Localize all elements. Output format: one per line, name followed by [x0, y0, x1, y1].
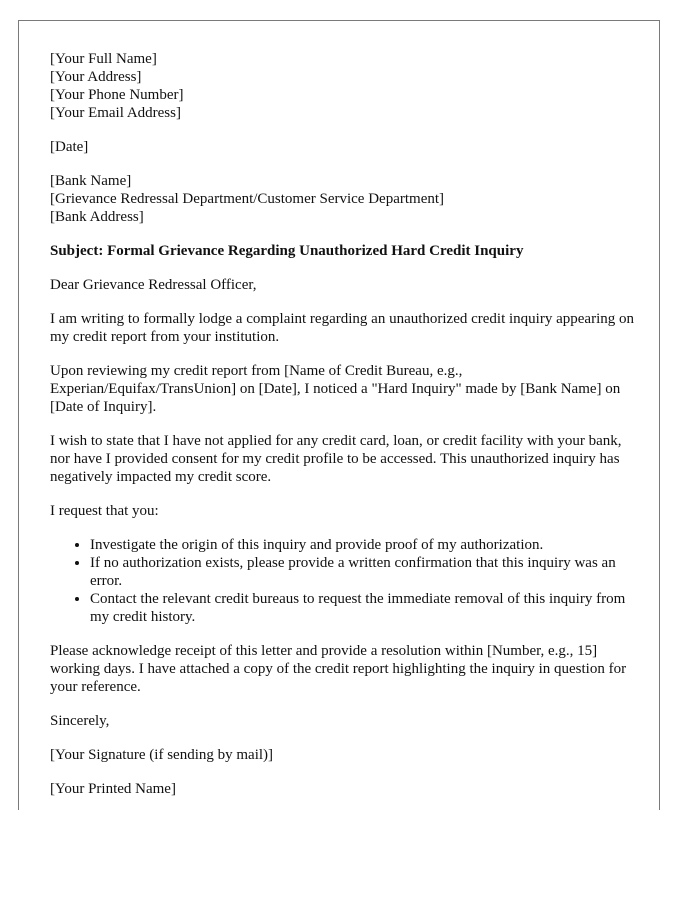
sender-phone: [Your Phone Number] — [50, 87, 184, 103]
subject-line: Subject: Formal Grievance Regarding Unauthorized Hard Credit Inquiry — [50, 243, 524, 259]
body-paragraph-review: Upon reviewing my credit report from [Name of Credit Bureau, e.g., Experian/Equifax/TransUnion] on [Date], I noticed a "Hard Inquiry" made by [Bank Name] on [Date of Inquiry]. — [50, 363, 621, 415]
date-block — [50, 138, 638, 156]
signature-line: [Your Signature (if sending by mail)] — [50, 747, 274, 763]
request-item-confirmation: • If no authorization exists, please provide a written confirmation that this inquiry was an error. — [90, 554, 638, 590]
sender-email: [Your Email Address] — [50, 105, 181, 121]
salutation: Dear Grievance Redressal Officer, — [50, 277, 257, 293]
sender-address: [Your Address] — [50, 69, 142, 85]
sender-name: [Your Full Name] — [50, 51, 157, 67]
body-paragraph-intro: I am writing to formally lodge a complaint regarding an unauthorized credit inquiry appearing on my credit report from your institution. — [50, 311, 634, 345]
request-list — [50, 536, 638, 626]
printed-name: [Your Printed Name] — [50, 781, 176, 797]
request-item-investigate: • Investigate the origin of this inquiry and provide proof of my authorization. — [90, 536, 638, 554]
letter-content — [50, 50, 638, 814]
recipient-bank-name: [Bank Name] — [50, 173, 132, 189]
letter-page — [18, 20, 660, 810]
body-paragraph-statement: I wish to state that I have not applied for any credit card, loan, or credit facility with your bank, nor have I provided consent for my credit profile to be accessed. This unauthorized inquiry has negatively impacted my credit score. — [50, 433, 622, 485]
closing-phrase: Sincerely, — [50, 713, 110, 729]
recipient-block — [50, 172, 638, 226]
sender-block — [50, 50, 638, 122]
letter-date: [Date] — [50, 139, 89, 155]
request-item-removal: • Contact the relevant credit bureaus to request the immediate removal of this inquiry from my credit history. — [90, 590, 638, 626]
closing-paragraph: Please acknowledge receipt of this letter and provide a resolution within [Number, e.g., 15] working days. I have attached a copy of the credit report highlighting the inquiry in question for your reference. — [50, 643, 627, 695]
recipient-address: [Bank Address] — [50, 209, 144, 225]
recipient-department: [Grievance Redressal Department/Customer Service Department] — [50, 191, 445, 207]
body-paragraph-request: I request that you: — [50, 503, 159, 519]
